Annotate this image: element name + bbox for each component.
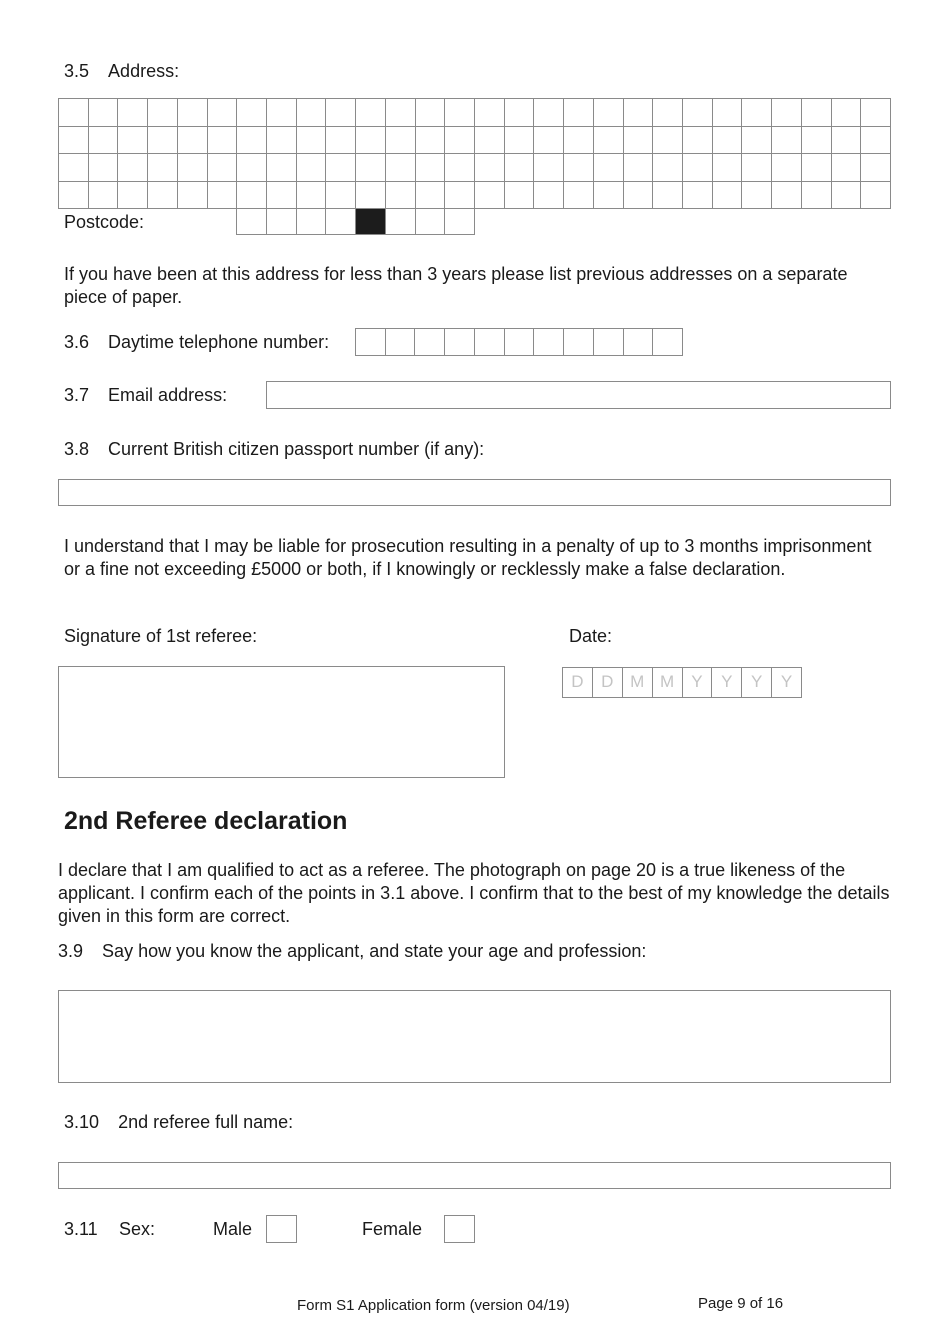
telephone-label: Daytime telephone number: [108,332,330,352]
address-char-box[interactable] [742,182,772,210]
address-char-box[interactable] [564,182,594,210]
address-char-box[interactable] [267,127,297,155]
address-char-box[interactable] [713,182,743,210]
footer-page-number: Page 9 of 16 [698,1295,784,1312]
address-char-box[interactable] [475,99,505,127]
section-3-8-label [64,438,484,460]
second-referee-declaration-text: I declare that I am qualified to act as a referee. The photograph on page 20 is a true likeness of the applicant. I confirm each of the points in 3.1 above. I confirm that to the best of my knowledge the details given in this form are correct. [58,860,890,926]
section-number: 3.8 [64,439,90,459]
address-char-box[interactable] [475,154,505,182]
address-label: Address: [108,61,180,81]
address-char-box[interactable] [683,182,713,210]
address-char-box[interactable] [326,127,356,155]
address-char-box[interactable] [653,99,683,127]
address-char-box[interactable] [713,127,743,155]
address-char-box[interactable] [564,154,594,182]
postcode-char-box[interactable] [386,209,416,235]
date-digit-box[interactable]: Y [772,668,802,698]
postcode-char-box[interactable] [326,209,356,235]
how-know-applicant-label: Say how you know the applicant, and state your age and profession: [102,941,647,961]
section-number: 3.9 [58,941,84,961]
signature-box[interactable] [58,666,505,778]
female-label: Female [362,1219,423,1239]
address-char-box[interactable] [802,182,832,210]
telephone-digit-box[interactable] [653,329,683,356]
address-char-box[interactable] [237,99,267,127]
telephone-digit-box[interactable] [475,329,505,356]
telephone-digit-box[interactable] [534,329,564,356]
address-char-box[interactable] [416,182,446,210]
email-field[interactable] [266,381,891,409]
date-digit-box[interactable]: Y [712,668,742,698]
address-char-box[interactable] [416,99,446,127]
postcode-char-box[interactable] [267,209,297,235]
telephone-digit-box[interactable] [564,329,594,356]
telephone-grid[interactable] [355,328,683,356]
address-char-box[interactable] [624,154,654,182]
section-number: 3.11 [64,1219,98,1239]
address-char-box[interactable] [386,127,416,155]
how-know-applicant-field[interactable] [58,990,891,1083]
address-char-box[interactable] [118,99,148,127]
address-char-box[interactable] [534,99,564,127]
date-label: Date: [569,626,613,646]
address-char-box[interactable] [564,127,594,155]
address-char-box[interactable] [832,182,862,210]
address-char-box[interactable] [297,99,327,127]
address-char-box[interactable] [59,127,89,155]
section-number: 3.7 [64,385,90,405]
postcode-char-box[interactable] [416,209,446,235]
address-char-box[interactable] [59,99,89,127]
address-char-box[interactable] [861,154,891,182]
address-char-box[interactable] [89,127,119,155]
section-3-9-label [58,940,646,962]
address-char-box[interactable] [713,154,743,182]
address-char-box[interactable] [208,154,238,182]
address-char-box[interactable] [326,154,356,182]
address-char-box[interactable] [386,99,416,127]
address-char-box[interactable] [386,182,416,210]
signature-label: Signature of 1st referee: [64,626,258,646]
address-char-box[interactable] [534,182,564,210]
telephone-digit-box[interactable] [624,329,654,356]
address-char-box[interactable] [802,127,832,155]
address-char-box[interactable] [59,154,89,182]
section-3-5-label [64,60,179,82]
female-checkbox[interactable] [444,1215,475,1243]
footer-form-version: Form S1 Application form (version 04/19) [297,1297,570,1314]
telephone-digit-box[interactable] [445,329,475,356]
section-3-6-label [64,331,329,353]
address-char-box[interactable] [505,182,535,210]
address-char-box[interactable] [534,154,564,182]
address-char-box[interactable] [772,99,802,127]
date-digit-box[interactable]: M [623,668,653,698]
address-char-box[interactable] [772,127,802,155]
address-char-box[interactable] [59,182,89,210]
address-char-box[interactable] [534,127,564,155]
address-char-box[interactable] [297,182,327,210]
address-char-box[interactable] [772,182,802,210]
postcode-char-box[interactable] [445,209,475,235]
address-char-box[interactable] [832,127,862,155]
address-char-box[interactable] [237,127,267,155]
address-char-box[interactable] [208,99,238,127]
address-char-box[interactable] [564,99,594,127]
full-name-field[interactable] [58,1162,891,1189]
address-char-box[interactable] [178,127,208,155]
postcode-grid[interactable] [236,208,475,235]
address-char-box[interactable] [683,154,713,182]
postcode-char-box[interactable] [356,209,386,235]
address-char-box[interactable] [683,127,713,155]
address-char-box[interactable] [356,154,386,182]
section-number: 3.5 [64,61,90,81]
address-char-box[interactable] [713,99,743,127]
address-char-box[interactable] [445,182,475,210]
address-char-box[interactable] [475,182,505,210]
address-char-box[interactable] [178,182,208,210]
postcode-label: Postcode: [64,212,145,232]
full-name-label: 2nd referee full name: [118,1112,294,1132]
address-char-box[interactable] [624,99,654,127]
address-grid[interactable] [58,98,891,209]
email-label: Email address: [108,385,228,405]
address-char-box[interactable] [505,154,535,182]
telephone-digit-box[interactable] [415,329,445,356]
address-char-box[interactable] [148,127,178,155]
address-char-box[interactable] [802,154,832,182]
address-char-box[interactable] [208,127,238,155]
telephone-digit-box[interactable] [505,329,535,356]
address-char-box[interactable] [445,99,475,127]
postcode-char-box[interactable] [297,209,327,235]
address-char-box[interactable] [208,182,238,210]
address-char-box[interactable] [742,127,772,155]
date-digit-box[interactable]: D [593,668,623,698]
address-char-box[interactable] [802,99,832,127]
passport-label: Current British citizen passport number (if any): [108,439,485,459]
address-char-box[interactable] [237,154,267,182]
telephone-digit-box[interactable] [356,329,386,356]
section-number: 3.6 [64,332,90,352]
address-char-box[interactable] [326,99,356,127]
address-char-box[interactable] [148,154,178,182]
address-char-box[interactable] [148,182,178,210]
address-char-box[interactable] [356,99,386,127]
address-char-box[interactable] [416,154,446,182]
address-char-box[interactable] [89,154,119,182]
address-char-box[interactable] [297,127,327,155]
date-digit-box[interactable]: M [653,668,683,698]
telephone-digit-box[interactable] [386,329,416,356]
telephone-digit-box[interactable] [594,329,624,356]
address-char-box[interactable] [772,154,802,182]
address-char-box[interactable] [653,182,683,210]
address-char-box[interactable] [118,154,148,182]
date-grid[interactable] [562,667,802,698]
address-char-box[interactable] [594,99,624,127]
address-char-box[interactable] [118,182,148,210]
address-char-box[interactable] [861,127,891,155]
address-char-box[interactable] [267,182,297,210]
address-char-box[interactable] [89,182,119,210]
section-3-10-label [64,1111,293,1133]
date-digit-box[interactable]: Y [742,668,772,698]
section-number: 3.10 [64,1112,100,1132]
address-char-box[interactable] [624,182,654,210]
address-char-box[interactable] [386,154,416,182]
address-char-box[interactable] [832,99,862,127]
male-label: Male [213,1219,253,1239]
address-char-box[interactable] [742,99,772,127]
address-char-box[interactable] [356,182,386,210]
address-char-box[interactable] [742,154,772,182]
male-checkbox[interactable] [266,1215,297,1243]
address-char-box[interactable] [445,127,475,155]
address-char-box[interactable] [416,127,446,155]
address-char-box[interactable] [861,99,891,127]
sex-label: Sex: [119,1219,156,1239]
address-char-box[interactable] [594,154,624,182]
address-char-box[interactable] [653,127,683,155]
prosecution-declaration: I understand that I may be liable for prosecution resulting in a penalty of up to 3 months imprisonment or a fine not exceeding £5000 or both, if I knowingly or recklessly make a false declaration. [64,536,872,579]
address-char-box[interactable] [356,127,386,155]
address-char-box[interactable] [297,154,327,182]
address-char-box[interactable] [89,99,119,127]
address-char-box[interactable] [178,99,208,127]
address-char-box[interactable] [832,154,862,182]
address-char-box[interactable] [326,182,356,210]
address-char-box[interactable] [118,127,148,155]
address-char-box[interactable] [267,99,297,127]
address-char-box[interactable] [445,154,475,182]
address-char-box[interactable] [505,127,535,155]
second-referee-heading: 2nd Referee declaration [64,807,348,835]
date-digit-box[interactable]: D [563,668,593,698]
address-char-box[interactable] [237,182,267,210]
address-char-box[interactable] [594,182,624,210]
date-digit-box[interactable]: Y [683,668,713,698]
passport-number-field[interactable] [58,479,891,506]
address-char-box[interactable] [624,127,654,155]
address-char-box[interactable] [653,154,683,182]
address-char-box[interactable] [148,99,178,127]
address-char-box[interactable] [267,154,297,182]
address-char-box[interactable] [861,182,891,210]
address-char-box[interactable] [475,127,505,155]
address-note: If you have been at this address for less than 3 years please list previous addresses on a separate piece of paper. [64,264,848,307]
address-char-box[interactable] [683,99,713,127]
postcode-char-box[interactable] [237,209,267,235]
address-char-box[interactable] [178,154,208,182]
section-3-7-label [64,384,227,406]
address-char-box[interactable] [594,127,624,155]
address-char-box[interactable] [505,99,535,127]
